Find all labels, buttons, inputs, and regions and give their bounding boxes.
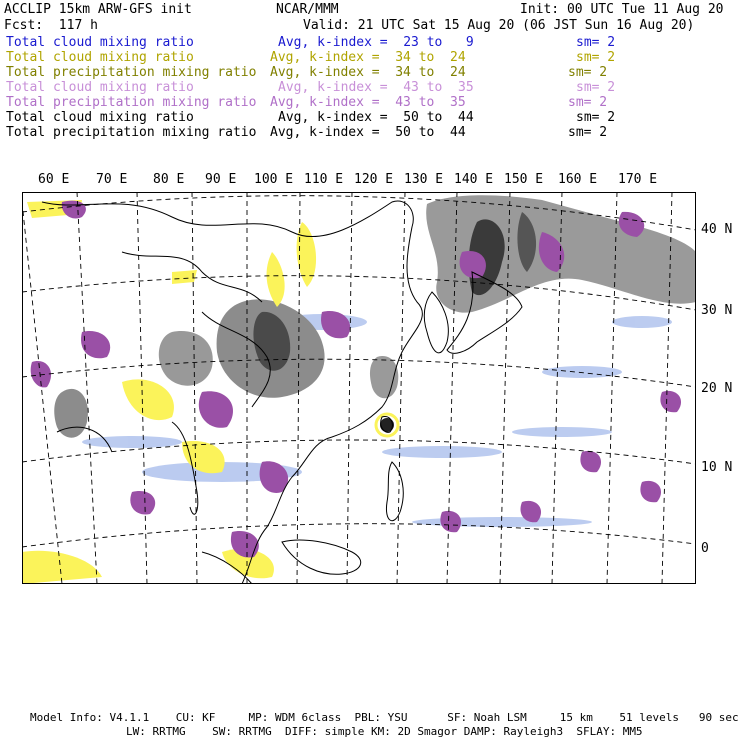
legend-sm: sm= 2 [576, 80, 616, 95]
lon-label: 140 E [454, 172, 494, 187]
legend-sm: sm= 2 [568, 125, 608, 140]
blue-cloud-band [82, 436, 182, 448]
lat-label: 0 [701, 541, 709, 556]
model-title: ACCLIP 15km ARW-GFS init [4, 2, 192, 17]
legend-field: Total cloud mixing ratio [6, 80, 194, 95]
lon-label: 170 E [618, 172, 658, 187]
legend-field: Total precipitation mixing ratio [6, 65, 257, 80]
legend-row [0, 110, 740, 125]
organization: NCAR/MMM [276, 2, 339, 17]
legend-sm: sm= 2 [568, 65, 608, 80]
legend-avg: Avg, k-index = 50 to 44 [278, 110, 474, 125]
legend-avg: Avg, k-index = 34 to 24 [270, 65, 466, 80]
lat-label: 40 N [701, 222, 733, 237]
lon-label: 100 E [254, 172, 294, 187]
legend-row [0, 125, 740, 140]
forecast-hour: Fcst: 117 h [4, 18, 98, 33]
forecast-map [22, 192, 696, 584]
legend-sm: sm= 2 [576, 110, 616, 125]
legend-row [0, 50, 740, 65]
lon-label: 110 E [304, 172, 344, 187]
legend-sm: sm= 2 [576, 35, 616, 50]
lon-label: 70 E [96, 172, 128, 187]
legend-field: Total cloud mixing ratio [6, 35, 194, 50]
legend-row [0, 80, 740, 95]
blue-cloud-band [512, 427, 612, 437]
model-info-line2: LW: RRTMG SW: RRTMG DIFF: simple KM: 2D Smagor DAMP: Rayleigh3 SFLAY: MM5 [126, 725, 643, 738]
init-time: Init: 00 UTC Tue 11 Aug 20 [520, 2, 724, 17]
lon-label: 130 E [404, 172, 444, 187]
legend-avg: Avg, k-index = 43 to 35 [270, 95, 466, 110]
lat-label: 20 N [701, 381, 733, 396]
blue-cloud-band [612, 316, 672, 328]
lon-label: 80 E [153, 172, 185, 187]
model-info-line1: Model Info: V4.1.1 CU: KF MP: WDM 6class PBL: YSU SF: Noah LSM 15 km 51 levels 90 sec [30, 711, 739, 724]
legend-avg: Avg, k-index = 34 to 24 [270, 50, 466, 65]
lat-label: 30 N [701, 303, 733, 318]
valid-time: Valid: 21 UTC Sat 15 Aug 20 (06 JST Sun 16 Aug 20) [303, 18, 695, 33]
legend-row [0, 65, 740, 80]
map-canvas [22, 192, 696, 584]
lat-label: 10 N [701, 460, 733, 475]
lon-label: 90 E [205, 172, 237, 187]
legend-field: Total cloud mixing ratio [6, 110, 194, 125]
blue-cloud-band [542, 366, 622, 378]
legend-sm: sm= 2 [568, 95, 608, 110]
legend-row [0, 35, 740, 50]
lon-label: 60 E [38, 172, 70, 187]
lon-label: 160 E [558, 172, 598, 187]
legend-avg: Avg, k-index = 23 to 9 [278, 35, 474, 50]
legend-avg: Avg, k-index = 43 to 35 [278, 80, 474, 95]
legend-field: Total precipitation mixing ratio [6, 95, 257, 110]
lon-label: 120 E [354, 172, 394, 187]
legend-field: Total cloud mixing ratio [6, 50, 194, 65]
legend-avg: Avg, k-index = 50 to 44 [270, 125, 466, 140]
legend-row [0, 95, 740, 110]
legend-field: Total precipitation mixing ratio [6, 125, 257, 140]
legend-sm: sm= 2 [576, 50, 616, 65]
lon-label: 150 E [504, 172, 544, 187]
